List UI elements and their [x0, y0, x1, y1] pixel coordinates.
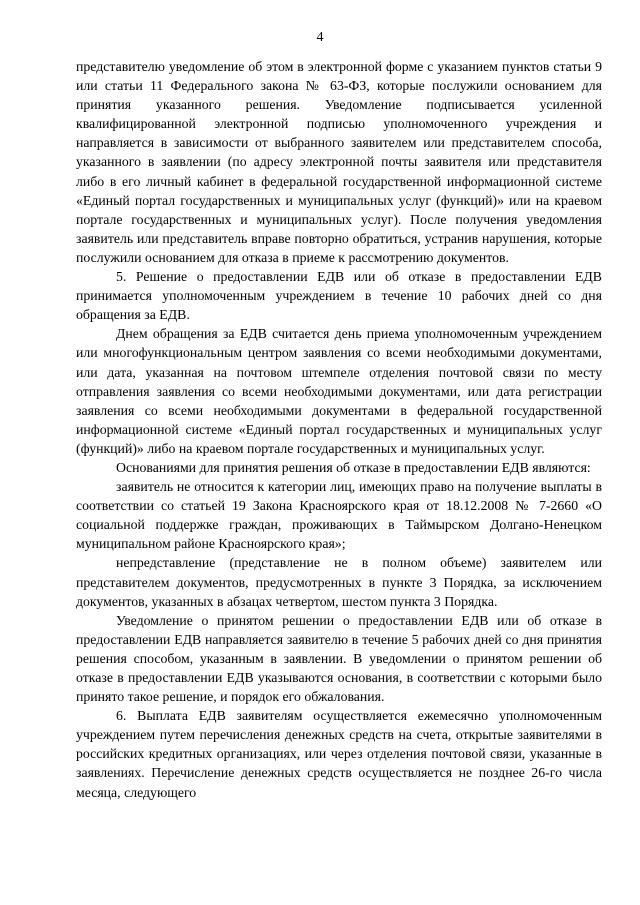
paragraph-decision-notice: Уведомление о принятом решении о предоставлении ЕДВ или об отказе в предоставлении ЕДВ направляется заявителю в течение 5 рабочих дней со дня принятия решения способом, указанным в заявлении. В уведомлении о принятом решении об отказе в предоставлении ЕДВ указываются основания, в соответствии с которыми было принято такое решение, и порядок его обжалования. [76, 612, 602, 705]
paragraph-refusal-ground-2: непредставление (представление не в полном объеме) заявителем или представителем документов, предусмотренных в пункте 3 Порядка, за исключением документов, указанных в абзацах четвертом, шестом пункта 3 Порядка. [76, 555, 602, 609]
paragraph-item-6: 6. Выплата ЕДВ заявителям осуществляется ежемесячно уполномоченным учреждением путем перечисления денежных средств на счета, открытые заявителями в российских кредитных организациях, или через отделения почтовой связи, указанные в заявлениях. Перечисление денежных средств осуществляется не позднее 26-го числа месяца, следующего [76, 708, 602, 800]
paragraph-application-date: Днем обращения за ЕДВ считается день приема уполномоченным учреждением или многофункциональным центром заявления со всеми необходимыми документами, или дата, указанная на почтовом штемпеле отделения почтовой связи по месту отправления заявления со всеми необходимыми документами, или дата регистрации заявления со всеми необходимыми документами в федеральной государственной информационной системе «Единый портал государственных и муниципальных услуг (функций)» либо на краевом портале государственных и муниципальных услуг. [76, 326, 602, 456]
paragraph-continued: представителю уведомление об этом в электронной форме с указанием пунктов статьи 9 или статьи 11 Федерального закона № 63-ФЗ, которые послужили основанием для принятия указанного решения. Уведомление подписывается усиленной квалифицированной электронной подписью уполномоченного учреждения и направляется в зависимости от выбранного заявителем или представителем способа, указанного в заявлении (по адресу электронной почты заявителя или представителя либо в его личный кабинет в федеральной государственной информационной системе «Единый портал государственных и муниципальных услуг (функций)» или на краевом портале государственных и муниципальных услуг). После получения уведомления заявитель или представитель вправе повторно обратиться, устранив нарушения, которые послужили основанием для отказа в приеме к рассмотрению документов. [76, 59, 602, 265]
page-number: 4 [316, 30, 324, 45]
paragraph-item-5: 5. Решение о предоставлении ЕДВ или об отказе в предоставлении ЕДВ принимается уполномоченным учреждением в течение 10 рабочих дней со дня обращения за ЕДВ. [76, 269, 602, 323]
paragraph-refusal-ground-1: заявитель не относится к категории лиц, имеющих право на получение выплаты в соответствии со статьей 19 Закона Красноярского края от 18.12.2008 № 7-2660 «О социальной поддержке граждан, проживающих в Таймырском Долгано-Ненецком муниципальном районе Красноярского края»; [76, 479, 602, 552]
document-body [76, 57, 602, 802]
paragraph-refusal-grounds-intro: Основаниями для принятия решения об отказе в предоставлении ЕДВ являются: [116, 459, 591, 475]
